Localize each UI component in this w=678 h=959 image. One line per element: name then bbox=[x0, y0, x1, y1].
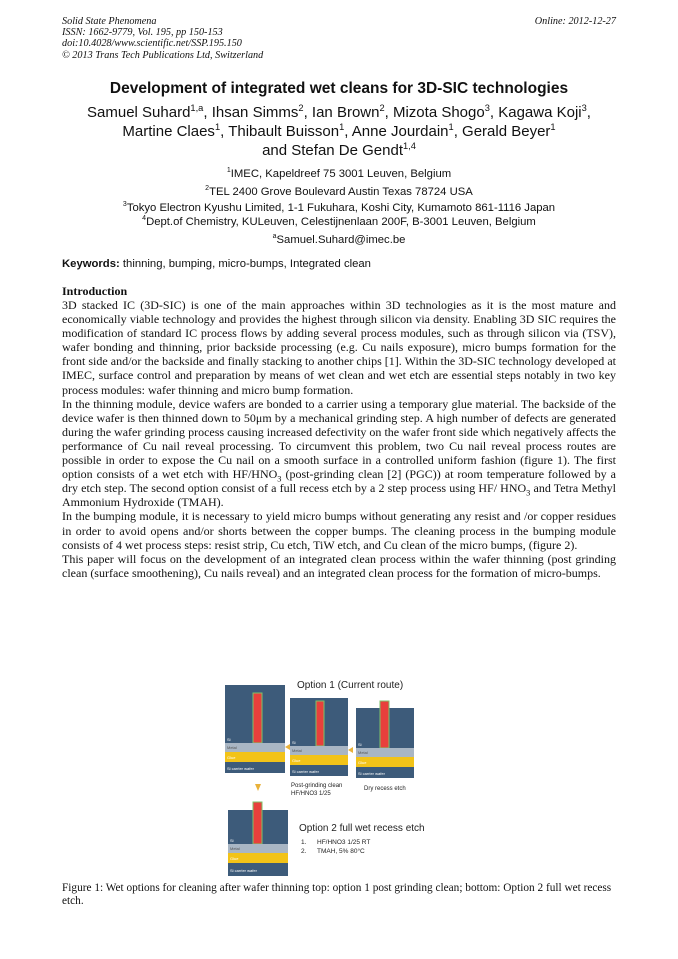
author-sup: 1,a bbox=[190, 103, 204, 113]
step1-text: HF/HNO3 1/25 RT bbox=[317, 839, 371, 846]
keywords-text: thinning, bumping, micro-bumps, Integrated clean bbox=[122, 258, 371, 270]
author-name: Mizota Shogo bbox=[392, 104, 485, 121]
arrow-right-icon bbox=[285, 744, 290, 750]
paragraph: In the bumping module, it is necessary to yield micro bumps without generating any resist and /or copper residues in order to avoid opens and/or shorts between the copper bumps. The cleaning process in the bumping module consists of 4 wet process steps: resist strip, Cu etch, TiW etch, and Cu clean of the micro bumps, (figure 2). bbox=[62, 509, 616, 552]
author-sup: 1 bbox=[448, 122, 454, 132]
cu-nail bbox=[316, 701, 324, 746]
metal-label: Metal bbox=[230, 846, 240, 851]
journal-issn: ISSN: 1662-9779, Vol. 195, pp 150-153 bbox=[62, 27, 223, 39]
arrow-right-icon bbox=[348, 747, 353, 753]
keywords bbox=[62, 258, 618, 270]
author-sep: , bbox=[303, 104, 312, 121]
author-line-3 bbox=[40, 141, 638, 160]
author-name: Kagawa Koji bbox=[498, 104, 582, 121]
author-sep: , bbox=[384, 104, 393, 121]
paragraph: This paper will focus on the development of an integrated clean process within the wafer thinning (post grinding clean (surface smoothening), Cu nails reveal) and an integrated clean process for the formation of micro-bumps. bbox=[62, 551, 616, 580]
arrow-down-icon bbox=[255, 784, 261, 791]
author-name: Martine Claes bbox=[122, 123, 215, 140]
metal-label: Metal bbox=[227, 745, 237, 750]
author-sep: , bbox=[453, 123, 463, 140]
author-email bbox=[40, 233, 638, 247]
wafer-stack-dry-recess bbox=[356, 701, 414, 778]
si-label: Si bbox=[227, 737, 231, 742]
glue-label: Glue bbox=[358, 760, 367, 765]
affiliation-text: Dept.of Chemistry, KULeuven, Celestijnenlaan 200F, B-3001 Leuven, Belgium bbox=[146, 216, 536, 228]
author-name: Gerald Beyer bbox=[462, 123, 551, 140]
author-sep: , bbox=[489, 104, 499, 121]
email-sup: a bbox=[272, 233, 277, 241]
option2-title: Option 2 full wet recess etch bbox=[299, 823, 425, 834]
author-name: Ihsan Simms bbox=[211, 104, 299, 121]
cu-nail bbox=[253, 693, 262, 743]
affiliation-sup: 4 bbox=[142, 215, 147, 223]
affiliation-4 bbox=[40, 215, 638, 229]
affiliation-text: IMEC, Kapeldreef 75 3001 Leuven, Belgium bbox=[230, 168, 452, 180]
author-sep: , bbox=[344, 123, 352, 140]
step1-number: 1. bbox=[301, 839, 307, 846]
journal-header bbox=[62, 16, 263, 61]
si-label: Si bbox=[292, 740, 296, 745]
journal-doi: doi:10.4028/www.scientific.net/SSP.195.150 bbox=[62, 38, 242, 50]
author-name: and Stefan De Gendt bbox=[262, 142, 403, 159]
keywords-label: Keywords: bbox=[62, 258, 120, 270]
author-sup: 3 bbox=[484, 103, 490, 113]
author-name: Ian Brown bbox=[311, 104, 380, 121]
paragraph-text: and Tetra Methyl Ammonium Hydroxide (TMAH). bbox=[62, 481, 616, 510]
si-label: Si bbox=[230, 838, 234, 843]
carrier-label: Si carrier wafer bbox=[292, 769, 319, 774]
author-sup: 2 bbox=[298, 103, 304, 113]
glue-label: Glue bbox=[230, 856, 239, 861]
author-line-1 bbox=[40, 103, 638, 122]
cu-nail bbox=[253, 802, 262, 844]
pgc-chem-label: HF/HNO3 1/25 bbox=[291, 791, 331, 797]
paragraph-text: (post-grinding clean [2] (PGC)) at room temperature followed by a dry etch step. The second option consist of a full recess etch by a 2 step process using HF/ HNO bbox=[62, 467, 616, 496]
paragraph: 3D stacked IC (3D-SIC) is one of the main approaches within 3D technologies as it is the most mature and economically viable technology and provides the highest through silicon via density. Enabling 3D SIC requires the modification of standard IC process flows by adding several process modules, such as through silicon via (TSV), wafer bonding and thinning, prior backside processing (e.g. Cu nails exposure), micro bumps formation for the front side and/or the backside and finally stacking to another chips [1]. Within the 3D-SIC technology developed at IMEC, surface control and preparation by means of wet clean and wet etch are essential steps notably in two key process modules: wafer thinning and micro bump formation. bbox=[62, 298, 616, 397]
carrier-label: Si carrier wafer bbox=[358, 771, 385, 776]
glue-label: Glue bbox=[227, 755, 236, 760]
paragraph bbox=[62, 397, 616, 510]
carrier-label: Si carrier wafer bbox=[230, 868, 257, 873]
step2-number: 2. bbox=[301, 848, 307, 855]
author-sup: 1 bbox=[214, 122, 221, 132]
dry-etch-label: Dry recess etch bbox=[364, 786, 406, 792]
author-line-2 bbox=[40, 122, 638, 141]
cu-nail bbox=[380, 701, 389, 748]
author-name: Thibault Buisson bbox=[228, 123, 340, 140]
step2-text: TMAH, 5% 80°C bbox=[317, 848, 365, 855]
figure-1-caption: Figure 1: Wet options for cleaning after wafer thinning top: option 1 post grinding clean; bottom: Option 2 full wet recess etch. bbox=[62, 882, 612, 907]
metal-label: Metal bbox=[292, 748, 302, 753]
section-heading-introduction: Introduction bbox=[62, 284, 128, 298]
author-name: Anne Jourdain bbox=[351, 123, 449, 140]
author-sup: 1 bbox=[550, 122, 556, 132]
affiliation-sup: 2 bbox=[205, 185, 210, 193]
journal-copyright: © 2013 Trans Tech Publications Ltd, Switzerland bbox=[62, 49, 264, 61]
paper-title: Development of integrated wet cleans for 3D-SIC technologies bbox=[109, 80, 569, 97]
author-sup: 1,4 bbox=[403, 141, 416, 151]
option1-title: Option 1 (Current route) bbox=[297, 680, 404, 691]
figure-1 bbox=[225, 678, 445, 878]
wafer-stack-initial bbox=[225, 685, 285, 773]
affiliation-2 bbox=[40, 185, 638, 199]
author-sup: 3 bbox=[581, 103, 587, 113]
affiliation-3 bbox=[40, 201, 638, 215]
paragraph-text: In the thinning module, device wafers are bonded to a carrier using a temporary glue material. The backside of the device wafer is then thinned down to 50μm by a mechanical grinding step. A high number of defects are generated during the wafer grinding process causing increased defectivity on the wafer front side which negatively affects the performance of Cu nail reveal processing. To circumvent this problem, two Cu nail reveal process routes are possible in order to expose the Cu nail on a smooth surface in a controlled uniform fashion (figure 1). The first option consists of a wet etch with HF/HNO bbox=[62, 396, 616, 482]
author-sup: 2 bbox=[379, 103, 385, 113]
author-name: Samuel Suhard bbox=[87, 104, 191, 121]
body-text bbox=[62, 298, 616, 580]
journal-name: Solid State Phenomena bbox=[62, 16, 157, 27]
author-sup: 1 bbox=[339, 122, 345, 132]
affiliation-1 bbox=[40, 167, 638, 181]
email-text: Samuel.Suhard@imec.be bbox=[276, 234, 406, 246]
affiliation-sup: 1 bbox=[226, 167, 231, 175]
author-sep: , bbox=[220, 123, 229, 140]
pgc-label: Post-grinding clean bbox=[291, 783, 343, 789]
glue-label: Glue bbox=[292, 758, 301, 763]
subscript: 3 bbox=[277, 474, 282, 484]
wafer-stack-post-grinding bbox=[290, 698, 348, 776]
author-list bbox=[40, 103, 638, 160]
metal-label: Metal bbox=[358, 750, 368, 755]
online-date: Online: 2012-12-27 bbox=[534, 16, 616, 27]
affiliation-text: Tokyo Electron Kyushu Limited, 1-1 Fukuhara, Koshi City, Kumamoto 861-1116 Japan bbox=[126, 202, 556, 214]
author-sep: , bbox=[586, 104, 591, 121]
wafer-stack-option2 bbox=[228, 802, 288, 876]
carrier-label: Si carrier wafer bbox=[227, 766, 254, 771]
subscript: 3 bbox=[526, 488, 531, 498]
figure-1-diagram bbox=[225, 678, 445, 878]
author-sep: , bbox=[203, 104, 212, 121]
affiliation-sup: 3 bbox=[122, 201, 127, 209]
affiliation-text: TEL 2400 Grove Boulevard Austin Texas 78724 USA bbox=[209, 186, 473, 198]
si-label: Si bbox=[358, 742, 362, 747]
